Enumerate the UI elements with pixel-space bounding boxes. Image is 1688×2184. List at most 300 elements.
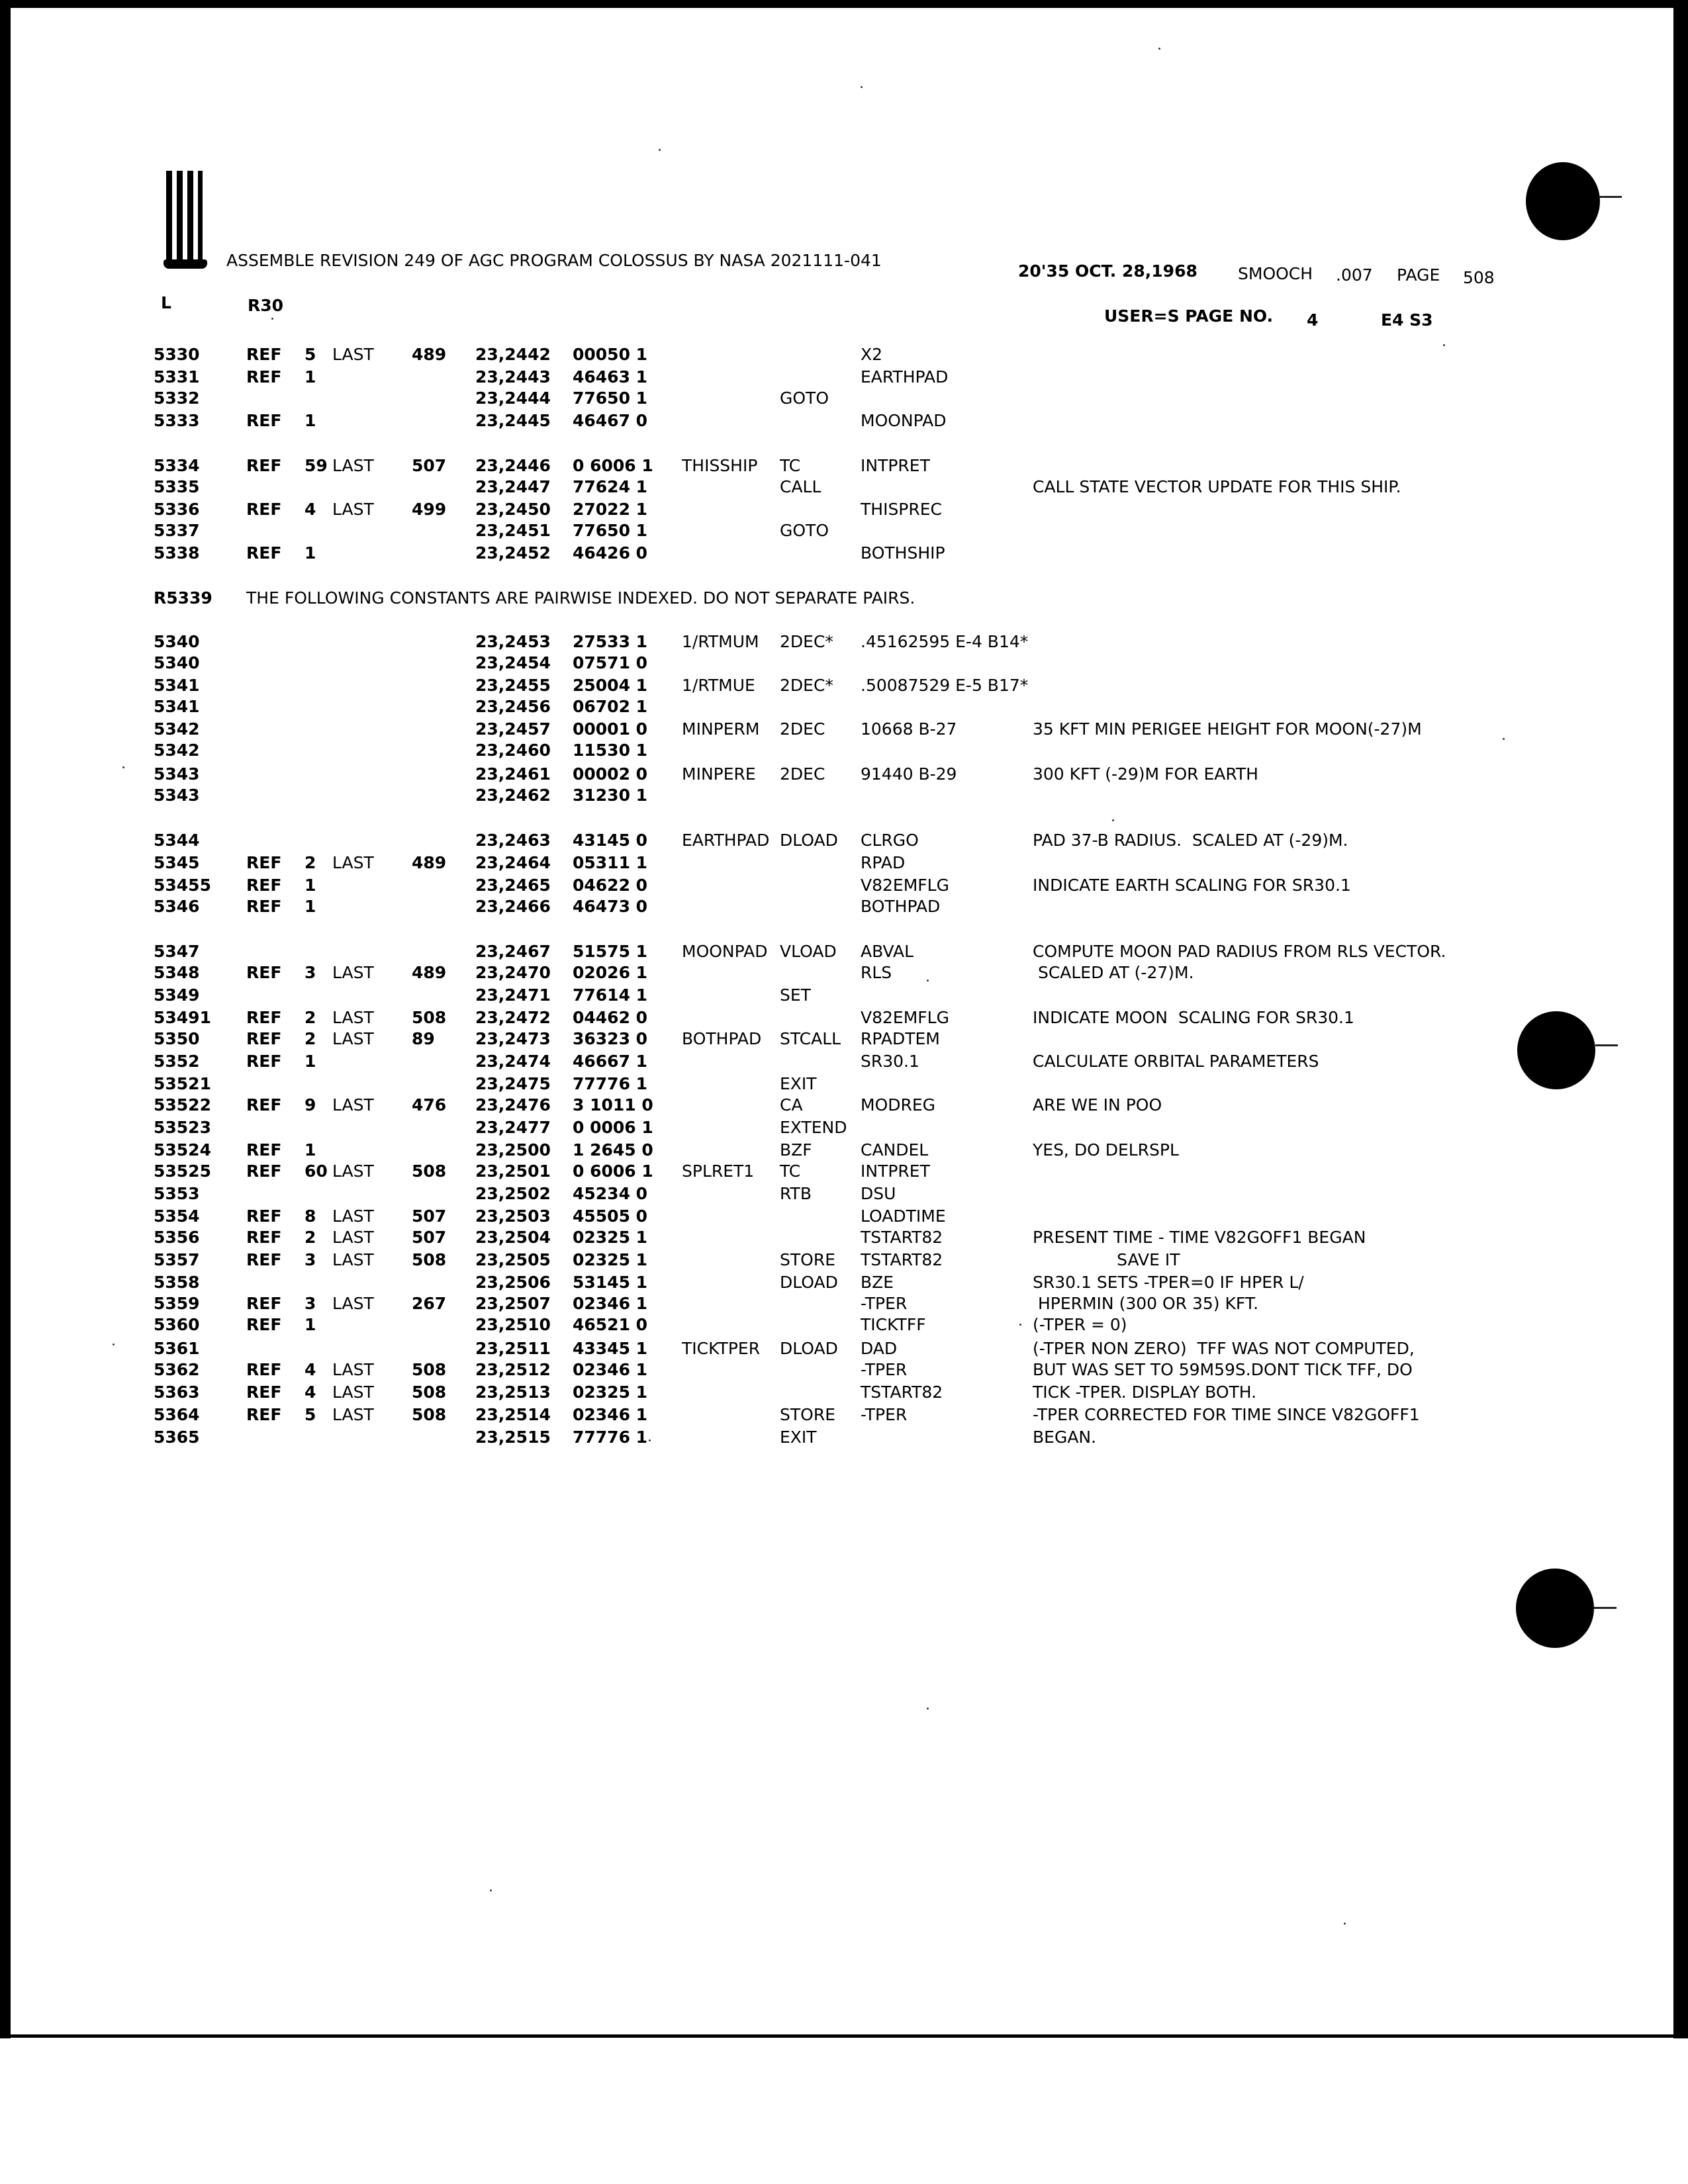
ref-count: 5 (305, 345, 316, 364)
punch-hole-tick (1595, 1044, 1618, 1046)
ref-count: 60 (305, 1161, 328, 1181)
symbol-label: SPLRET1 (682, 1161, 755, 1181)
ref-marker: REF (246, 500, 282, 519)
opcode: EXIT (780, 1074, 817, 1093)
octal-code: 77614 1 (573, 985, 648, 1005)
ref-marker: REF (246, 367, 282, 387)
scan-border-right (1673, 0, 1688, 2038)
last-marker: LAST (332, 1206, 374, 1226)
ref-marker: REF (246, 1315, 282, 1334)
last-marker: LAST (332, 1294, 374, 1313)
address: 23,2511 (475, 1339, 551, 1358)
comment: 300 KFT (-29)M FOR EARTH (1033, 764, 1258, 784)
operand: -TPER (861, 1405, 908, 1424)
last-page: 499 (412, 500, 447, 519)
ref-count: 4 (305, 1360, 316, 1379)
ref-count: 1 (305, 543, 316, 563)
line-number: 5346 (154, 897, 200, 916)
ref-count: 3 (305, 1294, 316, 1313)
opcode: GOTO (780, 388, 829, 408)
scan-border-bottom (11, 2034, 1673, 2038)
octal-code: 0 6006 1 (573, 456, 653, 475)
comment: SR30.1 SETS -TPER=0 IF HPER L/ (1033, 1273, 1304, 1292)
opcode: STORE (780, 1405, 835, 1424)
octal-code: 27533 1 (573, 632, 648, 651)
line-number: 5362 (154, 1360, 200, 1379)
comment: THE FOLLOWING CONSTANTS ARE PAIRWISE INDEXED. DO NOT SEPARATE PAIRS. (246, 588, 915, 608)
comment: TICK -TPER. DISPLAY BOTH. (1033, 1383, 1257, 1402)
opcode: EXTEND (780, 1118, 847, 1137)
operand: MODREG (861, 1095, 936, 1115)
last-page: 508 (412, 1161, 447, 1181)
address: 23,2452 (475, 543, 551, 563)
operand: INTPRET (861, 456, 930, 475)
comment: 35 KFT MIN PERIGEE HEIGHT FOR MOON(-27)M (1033, 719, 1422, 739)
line-number: 5347 (154, 942, 200, 961)
address: 23,2475 (475, 1074, 551, 1093)
address: 23,2446 (475, 456, 551, 475)
last-marker: LAST (332, 1029, 374, 1048)
line-number: 5353 (154, 1184, 200, 1203)
octal-code: 77776 1 (573, 1074, 648, 1093)
opcode: CALL (780, 477, 821, 496)
ref-marker: REF (246, 1140, 282, 1160)
octal-code: 36323 0 (573, 1029, 648, 1048)
octal-code: 05311 1 (573, 853, 648, 872)
opcode: DLOAD (780, 1273, 838, 1292)
octal-code: 02346 1 (573, 1405, 648, 1424)
line-number: 5357 (154, 1250, 200, 1269)
address: 23,2454 (475, 653, 551, 672)
address: 23,2460 (475, 741, 551, 760)
octal-code: 02325 1 (573, 1228, 648, 1247)
opcode: BZF (780, 1140, 812, 1160)
user-page-suffix: E4 S3 (1381, 310, 1433, 330)
last-page: 489 (412, 853, 447, 872)
operand: SR30.1 (861, 1052, 919, 1071)
operand: 91440 B-29 (861, 764, 957, 784)
octal-code: 46521 0 (573, 1315, 648, 1334)
line-number: 5348 (154, 963, 200, 982)
ref-count: 4 (305, 1383, 316, 1402)
binder-mark-icon (164, 171, 207, 269)
ref-marker: REF (246, 456, 282, 475)
address: 23,2512 (475, 1360, 551, 1379)
line-number: 5334 (154, 456, 200, 475)
symbol-label: BOTHPAD (682, 1029, 762, 1048)
operand: LOADTIME (861, 1206, 946, 1226)
octal-code: 0 6006 1 (573, 1161, 653, 1181)
operand: RLS (861, 963, 892, 982)
line-number: 53521 (154, 1074, 211, 1093)
address: 23,2450 (475, 500, 551, 519)
last-marker: LAST (332, 345, 374, 364)
opcode: TC (780, 1161, 801, 1181)
address: 23,2504 (475, 1228, 551, 1247)
operand: X2 (861, 345, 883, 364)
comment: PAD 37-B RADIUS. SCALED AT (-29)M. (1033, 831, 1348, 850)
octal-code: 43145 0 (573, 831, 648, 850)
user-page-number: 4 (1307, 310, 1319, 330)
line-number: 5363 (154, 1383, 200, 1402)
operand: TSTART82 (861, 1383, 943, 1402)
punch-hole-middle (1517, 1011, 1595, 1089)
octal-code: 45505 0 (573, 1206, 648, 1226)
line-number: 53522 (154, 1095, 211, 1115)
last-page: 507 (412, 1206, 447, 1226)
last-marker: LAST (332, 456, 374, 475)
symbol-label: MINPERM (682, 719, 760, 739)
opcode: DLOAD (780, 1339, 838, 1358)
page-number: 508 (1463, 268, 1495, 287)
comment: PRESENT TIME - TIME V82GOFF1 BEGAN (1033, 1228, 1366, 1247)
symbol-label: MINPERE (682, 764, 756, 784)
address: 23,2443 (475, 367, 551, 387)
address: 23,2500 (475, 1140, 551, 1160)
left-code: L (161, 293, 171, 312)
comment: COMPUTE MOON PAD RADIUS FROM RLS VECTOR. (1033, 942, 1446, 961)
ref-marker: REF (246, 1206, 282, 1226)
ref-count: 3 (305, 963, 316, 982)
comment: INDICATE EARTH SCALING FOR SR30.1 (1033, 876, 1351, 895)
line-number: 5341 (154, 676, 200, 695)
address: 23,2464 (475, 853, 551, 872)
octal-code: 31230 1 (573, 786, 648, 805)
line-number: 53523 (154, 1118, 211, 1137)
operand: INTPRET (861, 1161, 930, 1181)
octal-code: 06702 1 (573, 697, 648, 716)
line-number: 5361 (154, 1339, 200, 1358)
user-page-label: USER=S PAGE NO. (1104, 306, 1274, 326)
line-number: 5365 (154, 1428, 200, 1447)
octal-code: 43345 1 (573, 1339, 648, 1358)
last-page: 507 (412, 1228, 447, 1247)
last-marker: LAST (332, 1405, 374, 1424)
last-marker: LAST (332, 1008, 374, 1027)
comment: INDICATE MOON SCALING FOR SR30.1 (1033, 1008, 1354, 1027)
symbol-label: 1/RTMUM (682, 632, 759, 651)
ref-marker: REF (246, 1294, 282, 1313)
ref-count: 1 (305, 1315, 316, 1334)
octal-code: 04622 0 (573, 876, 648, 895)
listing-title: ASSEMBLE REVISION 249 OF AGC PROGRAM COLOSSUS BY NASA 2021111-041 (226, 251, 882, 270)
line-number: 5337 (154, 521, 200, 540)
symbol-label: THISSHIP (682, 456, 758, 475)
operand: BOTHPAD (861, 897, 941, 916)
listing-datetime: 20'35 OCT. 28,1968 (1018, 261, 1197, 281)
operand: .50087529 E-5 B17* (861, 676, 1029, 695)
address: 23,2455 (475, 676, 551, 695)
address: 23,2471 (475, 985, 551, 1005)
line-number: 5338 (154, 543, 200, 563)
address: 23,2442 (475, 345, 551, 364)
octal-code: 53145 1 (573, 1273, 648, 1292)
line-number: 5354 (154, 1206, 200, 1226)
last-page: 508 (412, 1250, 447, 1269)
octal-code: 45234 0 (573, 1184, 648, 1203)
ref-count: 2 (305, 853, 316, 872)
ref-count: 1 (305, 897, 316, 916)
line-number: 53524 (154, 1140, 211, 1160)
ref-marker: REF (246, 876, 282, 895)
opcode: RTB (780, 1184, 812, 1203)
last-marker: LAST (332, 963, 374, 982)
octal-code: 46473 0 (573, 897, 648, 916)
ref-count: 9 (305, 1095, 316, 1115)
comment: YES, DO DELRSPL (1033, 1140, 1179, 1160)
ref-count: 4 (305, 500, 316, 519)
section-label: R30 (248, 296, 284, 315)
line-number: 5364 (154, 1405, 200, 1424)
address: 23,2506 (475, 1273, 551, 1292)
line-number: 5343 (154, 786, 200, 805)
line-number: 5344 (154, 831, 200, 850)
ref-count: 3 (305, 1250, 316, 1269)
octal-code: 02325 1 (573, 1250, 648, 1269)
last-marker: LAST (332, 1250, 374, 1269)
last-marker: LAST (332, 1228, 374, 1247)
octal-code: 3 1011 0 (573, 1095, 653, 1115)
ref-marker: REF (246, 897, 282, 916)
last-marker: LAST (332, 1161, 374, 1181)
opcode: SET (780, 985, 811, 1005)
address: 23,2513 (475, 1383, 551, 1402)
comment: BUT WAS SET TO 59M59S.DONT TICK TFF, DO (1033, 1360, 1413, 1379)
address: 23,2445 (475, 411, 551, 430)
octal-code: 46667 1 (573, 1052, 648, 1071)
opcode: EXIT (780, 1428, 817, 1447)
operand: BZE (861, 1273, 894, 1292)
last-page: 508 (412, 1383, 447, 1402)
operand: -TPER (861, 1360, 908, 1379)
line-number: 5356 (154, 1228, 200, 1247)
symbol-label: 1/RTMUE (682, 676, 755, 695)
operand: ABVAL (861, 942, 914, 961)
punch-hole-bottom (1516, 1569, 1594, 1648)
last-page: 508 (412, 1008, 447, 1027)
ref-marker: REF (246, 1405, 282, 1424)
line-number: 5330 (154, 345, 200, 364)
operand: MOONPAD (861, 411, 947, 430)
address: 23,2462 (475, 786, 551, 805)
line-number: 5352 (154, 1052, 200, 1071)
last-page: 89 (412, 1029, 435, 1048)
opcode: 2DEC (780, 719, 825, 739)
operand: BOTHSHIP (861, 543, 945, 563)
ref-marker: REF (246, 1008, 282, 1027)
operand: CLRGO (861, 831, 919, 850)
octal-code: 77650 1 (573, 521, 648, 540)
ref-marker: REF (246, 1029, 282, 1048)
octal-code: 46467 0 (573, 411, 648, 430)
listing-version: .007 (1336, 265, 1373, 285)
comment: (-TPER NON ZERO) TFF WAS NOT COMPUTED, (1033, 1339, 1415, 1358)
ref-count: 2 (305, 1228, 316, 1247)
last-marker: LAST (332, 500, 374, 519)
octal-code: 02325 1 (573, 1383, 648, 1402)
operand: RPADTEM (861, 1029, 940, 1048)
address: 23,2461 (475, 764, 551, 784)
line-number: R5339 (154, 588, 212, 608)
address: 23,2507 (475, 1294, 551, 1313)
comment: HPERMIN (300 OR 35) KFT. (1033, 1294, 1259, 1313)
ref-count: 1 (305, 1140, 316, 1160)
comment: ARE WE IN POO (1033, 1095, 1162, 1115)
octal-code: 77624 1 (573, 477, 648, 496)
operand: TICKTFF (861, 1315, 926, 1334)
opcode: GOTO (780, 521, 829, 540)
operand: DAD (861, 1339, 898, 1358)
comment: -TPER CORRECTED FOR TIME SINCE V82GOFF1 (1033, 1405, 1420, 1424)
line-number: 5342 (154, 741, 200, 760)
address: 23,2456 (475, 697, 551, 716)
ref-marker: REF (246, 1360, 282, 1379)
opcode: 2DEC* (780, 676, 833, 695)
line-number: 5340 (154, 653, 200, 672)
last-page: 489 (412, 345, 447, 364)
line-number: 5359 (154, 1294, 200, 1313)
ref-count: 1 (305, 1052, 316, 1071)
last-marker: LAST (332, 1360, 374, 1379)
last-marker: LAST (332, 1383, 374, 1402)
ref-marker: REF (246, 1228, 282, 1247)
line-number: 5332 (154, 388, 200, 408)
ref-count: 2 (305, 1008, 316, 1027)
last-page: 508 (412, 1405, 447, 1424)
address: 23,2463 (475, 831, 551, 850)
octal-code: 0 0006 1 (573, 1118, 653, 1137)
address: 23,2451 (475, 521, 551, 540)
comment: CALCULATE ORBITAL PARAMETERS (1033, 1052, 1319, 1071)
punch-hole-top (1526, 162, 1600, 240)
last-page: 476 (412, 1095, 447, 1115)
comment: SAVE IT (1033, 1250, 1180, 1269)
line-number: 5358 (154, 1273, 200, 1292)
address: 23,2457 (475, 719, 551, 739)
ref-count: 5 (305, 1405, 316, 1424)
ref-marker: REF (246, 411, 282, 430)
ref-count: 1 (305, 411, 316, 430)
line-number: 53525 (154, 1161, 211, 1181)
octal-code: 46463 1 (573, 367, 648, 387)
ref-count: 1 (305, 367, 316, 387)
address: 23,2476 (475, 1095, 551, 1115)
line-number: 5360 (154, 1315, 200, 1334)
address: 23,2453 (475, 632, 551, 651)
address: 23,2503 (475, 1206, 551, 1226)
comment: SCALED AT (-27)M. (1033, 963, 1194, 982)
operand: TSTART82 (861, 1228, 943, 1247)
line-number: 5340 (154, 632, 200, 651)
symbol-label: MOONPAD (682, 942, 768, 961)
line-number: 5345 (154, 853, 200, 872)
line-number: 5342 (154, 719, 200, 739)
operand: .45162595 E-4 B14* (861, 632, 1029, 651)
address: 23,2474 (475, 1052, 551, 1071)
line-number: 5341 (154, 697, 200, 716)
octal-code: 04462 0 (573, 1008, 648, 1027)
comment: BEGAN. (1033, 1428, 1097, 1447)
address: 23,2447 (475, 477, 551, 496)
address: 23,2502 (475, 1184, 551, 1203)
ref-count: 59 (305, 456, 328, 475)
address: 23,2510 (475, 1315, 551, 1334)
opcode: TC (780, 456, 801, 475)
symbol-label: EARTHPAD (682, 831, 770, 850)
operand: EARTHPAD (861, 367, 949, 387)
last-page: 489 (412, 963, 447, 982)
octal-code: 00001 0 (573, 719, 648, 739)
line-number: 5343 (154, 764, 200, 784)
octal-code: 00002 0 (573, 764, 648, 784)
address: 23,2472 (475, 1008, 551, 1027)
octal-code: 46426 0 (573, 543, 648, 563)
opcode: DLOAD (780, 831, 838, 850)
octal-code: 51575 1 (573, 942, 648, 961)
octal-code: 02026 1 (573, 963, 648, 982)
address: 23,2473 (475, 1029, 551, 1048)
address: 23,2465 (475, 876, 551, 895)
octal-code: 00050 1 (573, 345, 648, 364)
line-number: 5349 (154, 985, 200, 1005)
ref-marker: REF (246, 1250, 282, 1269)
opcode: 2DEC* (780, 632, 833, 651)
ref-marker: REF (246, 1095, 282, 1115)
line-number: 53455 (154, 876, 211, 895)
ref-count: 1 (305, 876, 316, 895)
octal-code: 77776 1 (573, 1428, 648, 1447)
symbol-label: TICKTPER (682, 1339, 761, 1358)
address: 23,2467 (475, 942, 551, 961)
opcode: CA (780, 1095, 803, 1115)
ref-marker: REF (246, 853, 282, 872)
listing-user: SMOOCH (1238, 264, 1313, 283)
operand: V82EMFLG (861, 876, 949, 895)
ref-count: 2 (305, 1029, 316, 1048)
address: 23,2477 (475, 1118, 551, 1137)
line-number: 5336 (154, 500, 200, 519)
line-number: 53491 (154, 1008, 211, 1027)
last-marker: LAST (332, 853, 374, 872)
last-page: 267 (412, 1294, 447, 1313)
last-page: 507 (412, 456, 447, 475)
opcode: STCALL (780, 1029, 841, 1048)
comment: (-TPER = 0) (1033, 1315, 1127, 1334)
line-number: 5333 (154, 411, 200, 430)
operand: CANDEL (861, 1140, 929, 1160)
octal-code: 02346 1 (573, 1360, 648, 1379)
operand: -TPER (861, 1294, 908, 1313)
address: 23,2515 (475, 1428, 551, 1447)
punch-hole-tick (1599, 196, 1622, 198)
ref-marker: REF (246, 963, 282, 982)
octal-code: 77650 1 (573, 388, 648, 408)
operand: TSTART82 (861, 1250, 943, 1269)
line-number: 5335 (154, 477, 200, 496)
operand: V82EMFLG (861, 1008, 949, 1027)
scan-border-top (0, 0, 1688, 8)
octal-code: 11530 1 (573, 741, 648, 760)
operand: DSU (861, 1184, 896, 1203)
ref-marker: REF (246, 1052, 282, 1071)
address: 23,2501 (475, 1161, 551, 1181)
last-page: 508 (412, 1360, 447, 1379)
ref-marker: REF (246, 543, 282, 563)
address: 23,2470 (475, 963, 551, 982)
address: 23,2514 (475, 1405, 551, 1424)
octal-code: 25004 1 (573, 676, 648, 695)
ref-count: 8 (305, 1206, 316, 1226)
